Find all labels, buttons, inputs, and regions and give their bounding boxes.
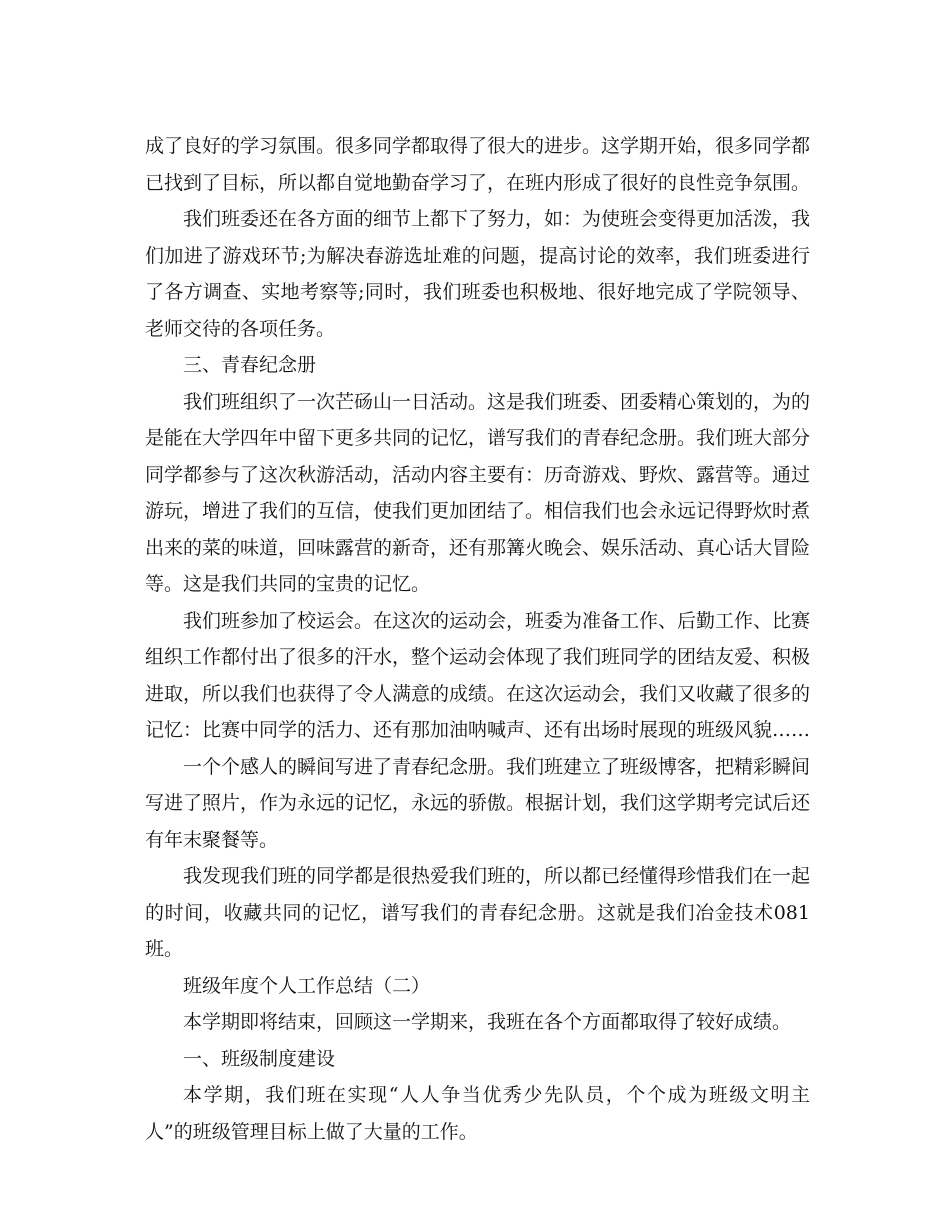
paragraph-11: 本学期，我们班在实现“人人争当优秀少先队员，个个成为班级文明主人”的班级管理目标上做了大量的工作。 [145,1084,810,1143]
document-title-2: 班级年度个人工作总结（二） [183,974,431,997]
section-heading-1: 一、班级制度建设 [183,1047,336,1070]
document-body [145,128,810,1150]
paragraph-5: 我们班参加了校运会。在这次的运动会，班委为准备工作、后勤工作、比赛组织工作都付出了很多的汗水，整个运动会体现了我们班同学的团结友爱、积极进取，所以我们也获得了令人满意的成绩。在这次运动会，我们又收藏了很多的记忆：比赛中同学的活力、还有那加油呐喊声、还有出场时展现的班级风貌…… [145,609,811,741]
paragraph-2: 我们班委还在各方面的细节上都下了努力，如：为使班会变得更加活泼，我们加进了游戏环节;为解决春游选址难的问题，提高讨论的效率，我们班委进行了各方调查、实地考察等;同时，我们班委也积极地、很好地完成了学院领导、老师交待的各项任务。 [145,208,811,340]
paragraph-7: 我发现我们班的同学都是很热爱我们班的，所以都已经懂得珍惜我们在一起的时间，收藏共同的记忆，谱写我们的青春纪念册。这就是我们冶金技术081班。 [145,865,811,960]
paragraph-6: 一个个感人的瞬间写进了青春纪念册。我们班建立了班级博客，把精彩瞬间写进了照片，作为永远的记忆，永远的骄傲。根据计划，我们这学期考完试后还有年末聚餐等。 [145,755,811,851]
paragraph-1: 成了良好的学习氛围。很多同学都取得了很大的进步。这学期开始，很多同学都已找到了目标，所以都自觉地勤奋学习了，在班内形成了很好的良性竞争氛围。 [145,135,811,194]
paragraph-9: 本学期即将结束，回顾这一学期来，我班在各个方面都取得了较好成绩。 [183,1011,792,1033]
paragraph-4: 我们班组织了一次芒砀山一日活动。这是我们班委、团委精心策划的，为的是能在大学四年中留下更多共同的记忆，谱写我们的青春纪念册。我们班大部分同学都参与了这次秋游活动，活动内容主要有：历奇游戏、野炊、露营等。通过游玩，增进了我们的互信，使我们更加团结了。相信我们也会永远记得野炊时煮出来的菜的味道，回味露营的新奇，还有那篝火晚会、娱乐活动、真心话大冒险等。这是我们共同的宝贵的记忆。 [145,390,811,595]
section-heading-3: 三、青春纪念册 [183,354,317,376]
